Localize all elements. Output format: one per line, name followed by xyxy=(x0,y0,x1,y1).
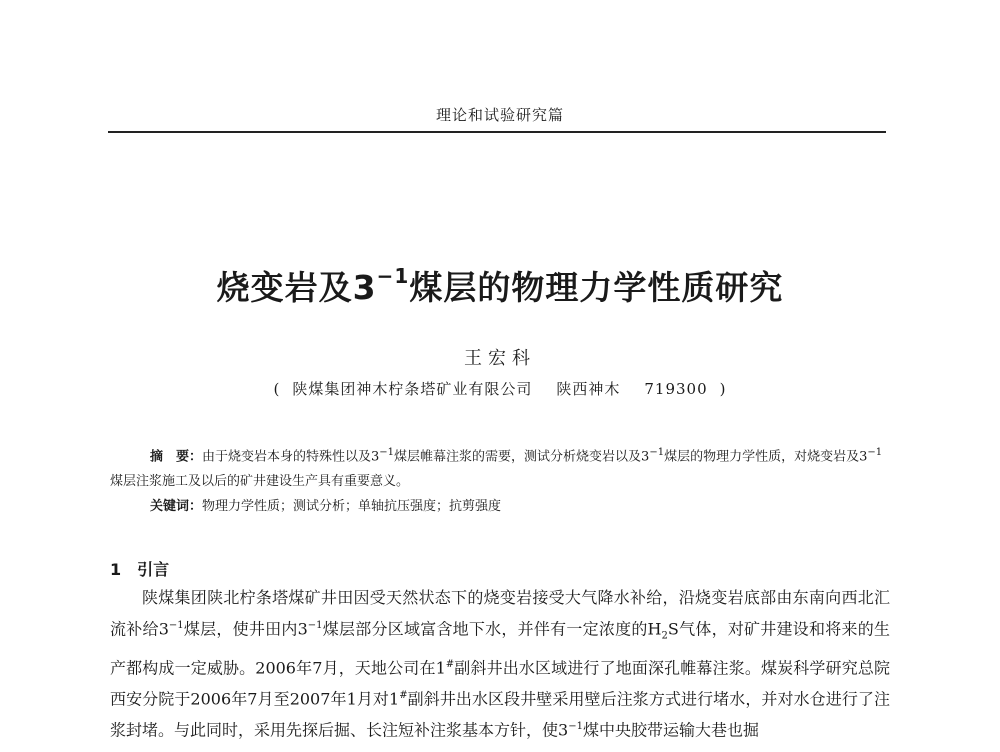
body-sup-2: −1 xyxy=(307,620,323,631)
abstract-label: 摘 要： xyxy=(150,449,203,465)
section-number: 1 xyxy=(110,560,122,579)
title-suffix: 煤层的物理力学性质研究 xyxy=(409,268,784,307)
body-sup-4: # xyxy=(445,658,455,670)
running-head: 理论和试验研究篇 xyxy=(435,106,564,124)
abstract-text-1: 由于烧变岩本身的特殊性以及3 xyxy=(202,449,380,465)
body-sup-1: −1 xyxy=(168,620,184,631)
affiliation-postcode: 719300 xyxy=(644,380,708,398)
body-text-7: 煤中央胶带运输大巷也掘 xyxy=(582,720,759,740)
body-text-5: 副斜井出水区域进行了地面深孔帷幕注浆。煤炭科学研究总院西安分院于2006年7月至2007年1月对1 xyxy=(110,657,890,709)
title-superscript: −1 xyxy=(376,264,410,288)
abstract-text-3: 煤层的物理力学性质，对烧变岩及3 xyxy=(664,449,868,465)
body-text-6: 副斜井出水区段井壁采用壁后注浆方式进行堵水，并对水仓进行了注浆封堵。与此同时，采用先探后掘、长注短补注浆基本方针，使3 xyxy=(110,689,890,740)
paper-title xyxy=(0,262,1000,309)
section-heading xyxy=(110,557,169,580)
affiliation-org: 陕煤集团神木柠条塔矿业有限公司 xyxy=(292,380,533,398)
header-rule xyxy=(108,131,886,133)
affiliation-open-paren: ( xyxy=(273,380,281,398)
abstract-sup-2: −1 xyxy=(649,447,665,458)
section-title: 引言 xyxy=(137,560,170,579)
body-sup-6: −1 xyxy=(568,721,583,733)
body-sub-3: 2 xyxy=(661,630,668,642)
body-text-3: 煤层部分区域富含地下水，并伴有一定浓度的H xyxy=(322,619,662,639)
abstract-text-2: 煤层帷幕注浆的需要，测试分析烧变岩以及3 xyxy=(394,449,650,465)
body-paragraph xyxy=(110,584,890,745)
keywords-text: 物理力学性质；测试分析；单轴抗压强度；抗剪强度 xyxy=(202,499,502,514)
body-text-4: S气体，对矿井建设和将来的生产都构成一定威胁。2006年7月，天地公司在1 xyxy=(110,619,890,677)
keywords xyxy=(150,494,890,519)
keywords-label: 关键词： xyxy=(150,499,203,514)
abstract-sup-1: −1 xyxy=(379,447,395,458)
body-text-1: 陕煤集团陕北柠条塔煤矿井田因受天然状态下的烧变岩接受大气降水补给，沿烧变岩底部由东南向西北汇流补给3 xyxy=(110,588,890,639)
title-prefix: 烧变岩及3 xyxy=(216,268,377,307)
body-text-2: 煤层，使井田内3 xyxy=(183,619,308,639)
affiliation-close-paren: ) xyxy=(719,380,727,398)
affiliation xyxy=(0,378,1000,399)
abstract xyxy=(110,440,890,494)
abstract-sup-3: −1 xyxy=(867,447,883,458)
author-name: 王宏科 xyxy=(464,348,536,369)
affiliation-place: 陕西神木 xyxy=(556,380,621,398)
body-sup-5: # xyxy=(399,689,408,701)
abstract-text-4: 煤层注浆施工及以后的矿井建设生产具有重要意义。 xyxy=(110,474,410,490)
